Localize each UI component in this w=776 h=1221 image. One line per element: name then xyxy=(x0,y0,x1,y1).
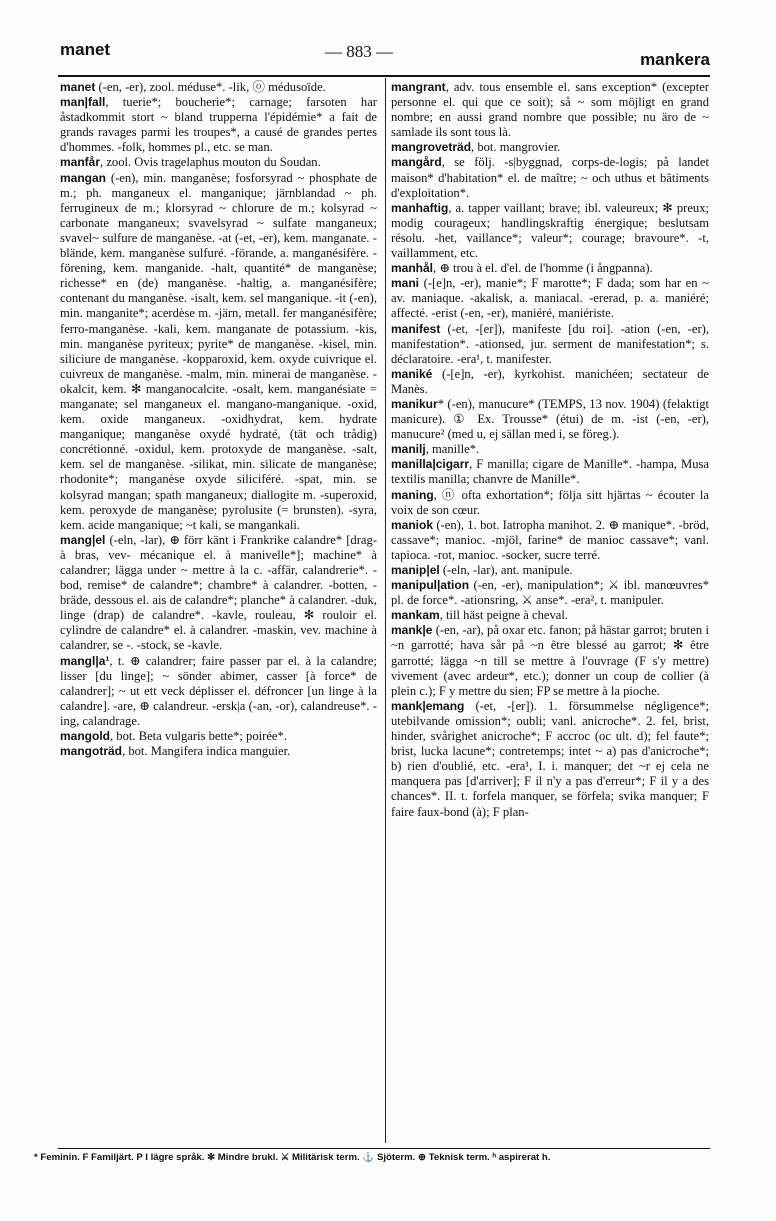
headword: manip|el xyxy=(391,563,440,577)
entry xyxy=(391,140,709,155)
entry-text: (-en), min. manganèse; fosforsyrad ~ phosphate de m.; ph. manganeux el. manganique; järnblandad ~ ph. ferrugineux de m.; klorsyrad ~ chlorure de m.; kolsyrad ~ carbonate manganeux; svavelsyrad ~ sulfate manganeux; svavel~ sulfure de manganèse. -at (-et, -er), kem. manganate. -blände, kem. manganèse sulfuré. -förande, a. manganésifère. -förening, kem. manganide. -halt, quantité* de manganèse; richesse* en (de) manganèse. -haltig, a. manganésifère; contenant du manganèse. -isalt, kem. sel manganique. -it (-en), min. manganite*; acerdèse m. -järn, metall. fer manganésifère; ferro-manganèse. -kali, kem. manganate de potassium. -kis, min. manganèse pyriteux; pyrite* de manganèse. -kisel, min. siliciure de manganèse. -kopparoxid, kem. oxyde cuivrique el. cuivreux de manganèse. -malm, min. minerai de manganèse. -okalcit, kem. ✻ manganocalcite. -osalt, kem. manganésiate = manganate; sel manganeux el. mangano-manganique. -oxid, kem. oxide manganeux. -oxidhydrat, kem. hydrate manganique; manganèse oxydé hydraté, (tät och trådig) concrétionné. -oxidul, kem. protoxyde de manganèse. -salt, kem. sel de manganèse. -silikat, min. silicate de manganèse; rhodonite*; manganèse oxyde siliciféré. -spat, min. se kolsyrad mangan; spath manganeux; diallogite m. -superoxid, kem. peroxyde de manganèse; pyrolusite (= brunsten). -syra, kem. acide manganique; ~t kali, se mangankali. xyxy=(60,170,377,532)
entry-text: , manille*. xyxy=(425,442,480,457)
headword: mankam xyxy=(391,608,440,623)
headword: maning xyxy=(391,487,434,502)
headword: maniké xyxy=(391,366,433,381)
entry xyxy=(391,397,709,442)
entry-text: , bot. mangrovier. xyxy=(471,140,561,155)
entry-text: , a. tapper vaillant; brave; ibl. valeureux; ✻ preux; modig courageux; handlingskraftig énergique; beslutsam résolu. -het, vaillance*; valeur*; courage; bravoure*. -t, vaillamment, etc. xyxy=(391,200,709,261)
headword: manet xyxy=(60,80,96,94)
headword: manipul|ation xyxy=(391,578,470,593)
entry-text: , se följ. -s|byggnad, corps-de-logis; på landet maison* d'habitation* el. de maître; ~ och uthus et bâtiments d'exploitation*. xyxy=(391,155,709,200)
entry xyxy=(60,729,377,744)
entry xyxy=(391,367,709,397)
entry xyxy=(60,171,377,533)
entry-text: , t. ⊕ calandrer; faire passer par el. à la calandre; lisser [du linge]; ~ sönder abimer, casser [à force* de calandrer]; ~ ut ett veck déplisser el. défroncer [un linge à la calandre]. -are, ⊕ calandreur. -ersk|a (-an, -or), calandreuse*. -ing, calandrage. xyxy=(60,653,377,728)
entry xyxy=(391,518,709,563)
entry xyxy=(391,488,709,518)
entry-text: * (-en), manucure* (TEMPS, 13 nov. 1904) (felaktigt manicure). ① Ex. Trousse* (étui) de m. -ist (-en, -er), manucure² (med u, ej sällan med i, se föreg.). xyxy=(391,396,709,442)
headword: mangold xyxy=(60,729,110,744)
entry xyxy=(391,457,709,487)
headword: mangan xyxy=(60,170,107,185)
footer-rule xyxy=(58,1148,710,1149)
entry-text: (-en, -ar), på oxar etc. fanon; på hästar garrot; bruten i ~n garrotté; hava sår på ~n être blessé au garrot; ✻ être garrotté; lägga ~n till se mettre à l'ouvrage (F s'y mettre) vivement (avec ardeur*, etc.); donner un coup de collier (à plein c.); F y mettre du sien; FP se mettre à la pioche. xyxy=(391,623,709,698)
entry-text: , ⓝ ofta exhortation*; följa sitt hjärtas ~ écouter la voix de son cœur. xyxy=(391,487,709,517)
entry-text: (-[e]n, -er), manie*; F marotte*; F dada; som har en ~ av. maniaque. -akalisk, a. maniacal. -ererad, p. a. maniéré; affecté. -erist (-en, -er), maniéré, maniériste. xyxy=(391,276,709,321)
entry xyxy=(391,563,709,578)
entry xyxy=(60,533,377,654)
headword: manifest xyxy=(391,321,441,336)
entry xyxy=(391,442,709,457)
entry xyxy=(391,623,709,698)
running-head-left: manet xyxy=(60,40,111,59)
entry-text: (-et, -[er]). 1. försummelse négligence*; utebilvande omission*; oubli; vanl. anicroche*. 2. fel, brist, hinder, svårighet anicroche*; F accroc (oc ult. d); fel faute*; brist, lucka lacune*; contretemps; intet ~ a) pas d'anicroche*; b) rien d'oublié, etc. -era¹, I. i. manquer; det ~r ej cela ne manquera pas [d'arriver]; F il n'y a pas d'erreur*; F il y a des chances*. II. t. forfela manquer, se förfela; svika manquer; F faire faux-bond (à); F plan- xyxy=(391,698,709,819)
headword: mani xyxy=(391,276,420,291)
headword: manfår xyxy=(60,155,101,170)
entry xyxy=(391,80,709,140)
entry-text: , bot. Beta vulgaris bette*; poirée*. xyxy=(110,729,287,744)
headword: mangrant xyxy=(391,80,446,94)
headword: manilla|cigarr xyxy=(391,457,470,472)
headword: manilj xyxy=(391,442,426,457)
headword: mank|e xyxy=(391,623,433,638)
column-divider xyxy=(385,78,386,1143)
headword: mangoträd xyxy=(60,744,123,759)
entry xyxy=(391,608,709,623)
headword: man|fall xyxy=(60,95,106,110)
entry xyxy=(391,578,709,608)
entry-text: (-en), 1. bot. Iatropha manihot. 2. ⊕ manique*. -bröd, cassave*; manioc. -mjöl, farine* de manioc cassave*; vanl. tapioca. -rot, manioc. -socker, sucre terré. xyxy=(391,517,709,562)
header-rule xyxy=(58,75,710,77)
headword: mangroveträd xyxy=(391,140,472,155)
page-number: — 883 — xyxy=(325,42,393,61)
entry-text: (-en, -er), zool. méduse*. -lik, ⓞ médusoïde. xyxy=(95,80,326,94)
entry-text: (-eln, -lar), ⊕ förr känt i Frankrike calandre* [drag- à bras, vev- mécanique el. à manivelle*]; machine* à calandrer; lägga under ~ mettre à la c. -affär, calandrerie*. -bod, remise* de calandre*; chambre* à calandrer. -botten, -bräde, dessous el. ais de calandre*; planche* à calandrer. -duk, linge (drap) de calandre*. -kavle, rouleau, ✻ rouloir el. cylindre de calandre* el. à calandrer. -maskin, vev. machine à calandrer, se -. -stock, se -kavle. xyxy=(60,532,377,653)
entry-text: (-en, -er), manipulation*; ⚔ ibl. manœuvres* pl. de force*. -ationsring, ⚔ anse*. -era², t. manipuler. xyxy=(391,578,709,608)
entry-text: , tuerie*; boucherie*; carnage; farsoten har åstadkommit stort ~ bland truppernа l'épidémie* a fait de grands ravages parmi les troupes*, a causé de grandes pertes d'hommes. -folk, hommes pl., etc. se man. xyxy=(60,95,377,155)
headword: maniok xyxy=(391,517,434,532)
entry xyxy=(60,80,377,95)
entry-text: , bot. Mangifera indica manguier. xyxy=(122,744,291,759)
headword: mang|el xyxy=(60,532,106,547)
entry xyxy=(391,261,709,276)
right-column xyxy=(391,80,709,1142)
entry-text: , zool. Ovis tragelaphus mouton du Soudan. xyxy=(100,155,321,170)
entry xyxy=(391,276,709,321)
headword: mangård xyxy=(391,155,442,170)
running-head-right: mankera xyxy=(640,50,710,69)
headword: manikur xyxy=(391,396,438,411)
entry-text: , adv. tous ensemble el. sans exception* (excepter personne el. qui que ce soit); så ~ som möjligt en grand nombre; en aussi grand nombre que possible; nu äro de ~ samlade ils sont tous là. xyxy=(391,80,709,140)
entry xyxy=(391,699,709,820)
entry-text: , ⊕ trou à el. d'el. de l'homme (i ångpanna). xyxy=(433,261,653,276)
headword: manhaftig xyxy=(391,200,449,215)
entry-text: , F manilla; cigare de Manille*. -hampa, Musa textilis manilla; chanvre de Manille*. xyxy=(391,457,709,487)
abbreviation-legend: * Feminin. F Familjärt. P I lägre språk. ✻ Mindre brukl. ⚔ Militärisk term. ⚓ Sjöterm. ⊕ Teknisk term. ʰ aspirerat h. xyxy=(34,1152,551,1163)
left-column xyxy=(60,80,377,1142)
entry-text: (-et, -[er]), manifeste [du roi]. -ation (-en, -er), manifestation*. -ationsed, jur. serment de manifestation*; s. déclaratoire. -era¹, t. manifester. xyxy=(391,321,709,366)
entry xyxy=(60,744,377,759)
entry xyxy=(391,322,709,367)
headword: mangl|a¹ xyxy=(60,653,110,668)
headword: manhål xyxy=(391,261,434,276)
entry-text: , till häst peigne à cheval. xyxy=(439,608,569,623)
entry xyxy=(60,95,377,155)
entry xyxy=(391,201,709,261)
entry xyxy=(391,155,709,200)
entry xyxy=(60,155,377,170)
entry-text: (-eln, -lar), ant. manipule. xyxy=(439,563,573,577)
headword: mank|emang xyxy=(391,698,465,713)
entry-text: (-[e]n, -er), kyrkohist. manichéen; sectateur de Manès. xyxy=(391,366,709,396)
entry xyxy=(60,654,377,729)
